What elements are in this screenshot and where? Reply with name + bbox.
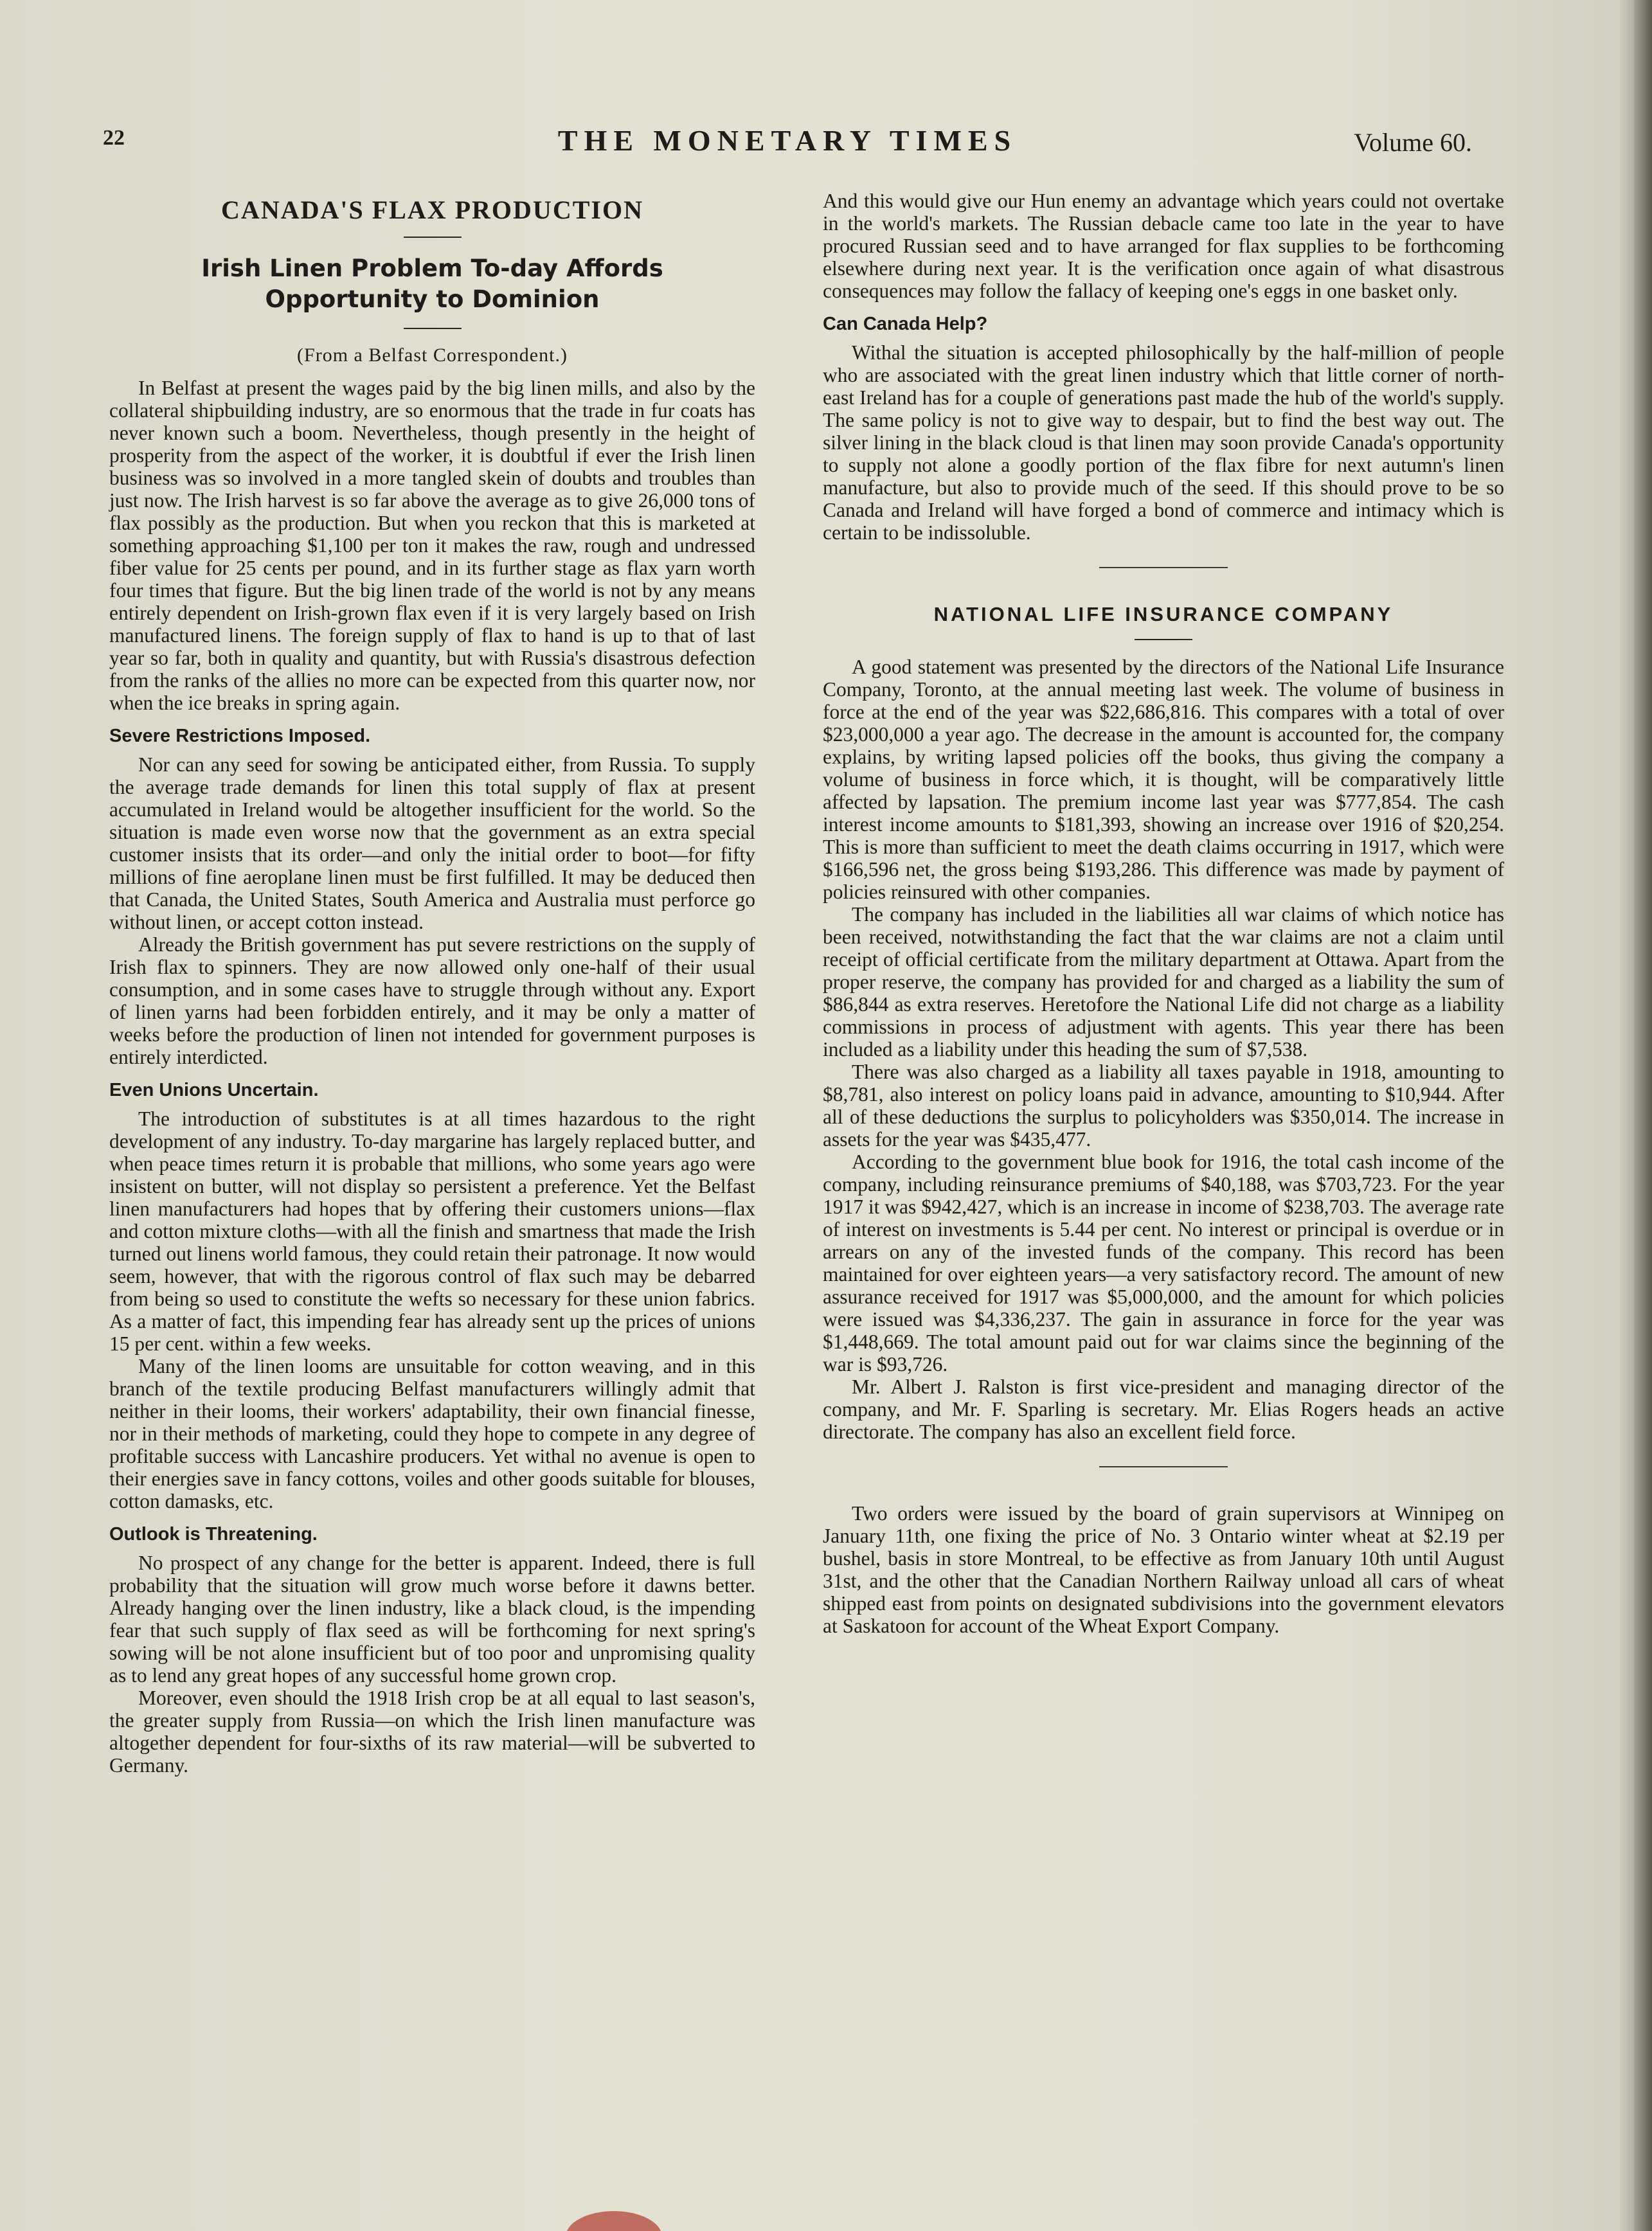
section-heading: Can Canada Help? [823, 314, 988, 334]
volume-label: Volume 60. [1354, 128, 1472, 157]
section-heading: Even Unions Uncertain. [109, 1080, 319, 1100]
paragraph: Already the British government has put severe restrictions on the supply of Irish flax to spinners. They are now allowed only one-half of their usual consumption, and in some cases have to struggle through without any. Export of linen yarns had been forbidden entirely, and it may be only a matter of weeks before the production of linen not intended for government purposes is entirely interdicted. [109, 933, 755, 1068]
flax-article-subtitle: Irish Linen Problem To-day Affords Opportunity to Dominion [201, 255, 663, 313]
paragraph: According to the government blue book for 1916, the total cash income of the company, including reinsurance premiums of $40,188, was $703,723. For the year 1917 it was $942,427, which is an increase in income of $238,703. The average rate of interest on investments is 5.44 per cent. No interest or principal is overdue or in arrears on any of the invested funds of the company. This record has been maintained for over eighteen years—a very satisfactory record. The amount of new assurance received for 1917 was $5,000,000, and the amount for which policies were issued was $4,336,237. The gain in assurance in force for the year was $1,448,669. The total amount paid out for war claims since the beginning of the war is $93,726. [823, 1151, 1504, 1375]
flax-article-byline: (From a Belfast Correspondent.) [297, 345, 568, 366]
insurance-article-title: NATIONAL LIFE INSURANCE COMPANY [933, 603, 1394, 625]
subtitle-divider [404, 328, 462, 329]
paper-stain [566, 2211, 662, 2231]
section-heading: Severe Restrictions Imposed. [109, 726, 371, 746]
section-heading: Outlook is Threatening. [109, 1524, 318, 1545]
paragraph: Two orders were issued by the board of grain supervisors at Winnipeg on January 11th, one fixing the price of No. 3 Ontario winter wheat at $2.19 per bushel, basis in store Montreal, to be effective as from January 10th until August 31st, and the other that the Canadian Northern Railway unload all cars of wheat shipped east from points on designated subdivisions into the government elevators at Saskatoon for account of the Wheat Export Company. [823, 1502, 1504, 1637]
binding-edge [1634, 0, 1652, 2231]
page-number: 22 [103, 126, 125, 150]
paragraph: Withal the situation is accepted philosophically by the half-million of people who are associated with the great linen industry which that little corner of north-east Ireland has for a couple of generations past made the hub of the world's supply. The same policy is not to give way to despair, but to find the best way out. The silver lining in the black cloud is that linen may soon provide Canada's opportunity to supply not alone a goodly portion of the flax fibre for next autumn's linen manufacture, but also to provide much of the seed. If this should prove to be so Canada and Ireland will have forged a bond of commerce and intimacy which is certain to be indissoluble. [823, 341, 1504, 544]
article-separator [1099, 567, 1228, 568]
paragraph: The introduction of substitutes is at all times hazardous to the right development of any industry. To-day margarine has largely replaced butter, and when peace times return it is probable that millions, who some years ago were insistent on butter, will not display so persistent a preference. Yet the Belfast linen manufacturers had hopes that by offering their customers unions—flax and cotton mixture cloths—with all the finish and smartness that made the Irish turned out linens world famous, they could retain their patronage. It now would seem, however, that with the rigorous control of flax such may be debarred from being so used to constitute the wefts so necessary for these union fabrics. As a matter of fact, this impending fear has already sent up the prices of unions 15 per cent. within a few weeks. [109, 1107, 755, 1355]
page-header [103, 126, 1472, 165]
article-separator [1099, 1466, 1228, 1467]
paragraph: The company has included in the liabilities all war claims of which notice has been received, notwithstanding the fact that the war claims are not a claim until receipt of official certificate from the military department at Ottawa. Apart from the proper reserve, the company has provided for and charged as a liability the sum of $86,844 as extra reserves. Heretofore the National Life did not charge as a liability commissions in process of adjustment with agents. This year there has been included as a liability under this heading the sum of $7,538. [823, 903, 1504, 1061]
left-column [109, 190, 755, 1777]
publication-title: THE MONETARY TIMES [557, 124, 1018, 157]
paragraph: Nor can any seed for sowing be anticipated either, from Russia. To supply the average trade demands for linen this total supply of flax at present accumulated in Ireland would be altogether insufficient for the world. So the situation is made even worse now that the government as an extra special customer insists that its order—and only the initial order to boot—for fifty millions of fine aeroplane linen must be first fulfilled. It may be deduced then that Canada, the United States, South America and Australia must perforce go without linen, or accept cotton instead. [109, 753, 755, 933]
paragraph: And this would give our Hun enemy an advantage which years could not overtake in the world's markets. The Russian debacle came too late in the year to have procured Russian seed and to have arranged for flax supplies to be forthcoming elsewhere during next year. It is the verification once again of what disastrous consequences may follow the fallacy of keeping one's eggs in one basket only. [823, 190, 1504, 302]
paragraph: No prospect of any change for the better is apparent. Indeed, there is full probability that the situation will grow much worse before it dawns better. Already hanging over the linen industry, like a black cloud, is the impending fear that such supply of flax seed as will be forthcoming for next spring's sowing will be not alone insufficient but of too poor and unpromising quality as to lend any great hopes of any successful home grown crop. [109, 1552, 755, 1687]
paragraph: Mr. Albert J. Ralston is first vice-president and managing director of the company, and Mr. F. Sparling is secretary. Mr. Elias Rogers heads an active directorate. The company has also an excellent field force. [823, 1375, 1504, 1443]
right-column [823, 190, 1504, 1637]
paragraph: A good statement was presented by the directors of the National Life Insurance Company, Toronto, at the annual meeting last week. The volume of business in force at the end of the year was $22,686,816. This compares with a total of over $23,000,000 a year ago. The decrease in the amount is accounted for, the company explains, by writing lapsed policies off the books, thus giving the company a volume of business in force which, it is thought, will be comparatively little affected by lapsation. The premium income last year was $777,854. The cash interest income amounts to $181,393, showing an increase over 1916 of $20,254. This is more than sufficient to meet the death claims occurring in 1917, which were $166,596 net, the gross being $193,286. This difference was made by payment of policies reinsured with other companies. [823, 656, 1504, 903]
title-divider [1135, 639, 1192, 640]
paragraph: Many of the linen looms are unsuitable for cotton weaving, and in this branch of the textile producing Belfast manufacturers willingly admit that neither in their looms, their workers' adaptability, their own financial finesse, nor in their methods of marketing, could they hope to compete in any degree of profitable success with Lancashire producers. Yet withal no avenue is open to their energies save in fancy cottons, voiles and other goods suitable for blouses, cotton damasks, etc. [109, 1355, 755, 1512]
paragraph: Moreover, even should the 1918 Irish crop be at all equal to last season's, the greater supply from Russia—on which the Irish linen manufacture was altogether dependent for four-sixths of its raw material—will be subverted to Germany. [109, 1687, 755, 1777]
flax-article-title: CANADA'S FLAX PRODUCTION [221, 195, 643, 224]
paragraph: There was also charged as a liability all taxes payable in 1918, amounting to $8,781, also interest on policy loans paid in advance, amounting to $10,944. After all of these deductions the surplus to policyholders was $350,014. The increase in assets for the year was $435,477. [823, 1061, 1504, 1151]
paragraph: In Belfast at present the wages paid by the big linen mills, and also by the collateral shipbuilding industry, are so enormous that the trade in fur coats has never known such a boom. Nevertheless, though presently in the height of prosperity from the aspect of the worker, it is doubtful if ever the Irish linen business was so involved in a more tangled skein of doubts and troubles than just now. The Irish harvest is so far above the average as to give 26,000 tons of flax possibly as the production. But when you reckon that this is marketed at something approaching $1,100 per ton it makes the raw, rough and undressed fiber value for 25 cents per pound, and in its further stage as flax yarn worth four times that figure. But the big linen trade of the world is not by any means entirely dependent on Irish-grown flax even if it is very largely based on Irish manufactured linens. The foreign supply of flax to hand is up to that of last year so far, both in quality and quantity, but with Russia's disastrous defection from the ranks of the allies no more can be expected from this quarter now, nor when the ice breaks in spring again. [109, 377, 755, 714]
title-divider [404, 237, 462, 238]
